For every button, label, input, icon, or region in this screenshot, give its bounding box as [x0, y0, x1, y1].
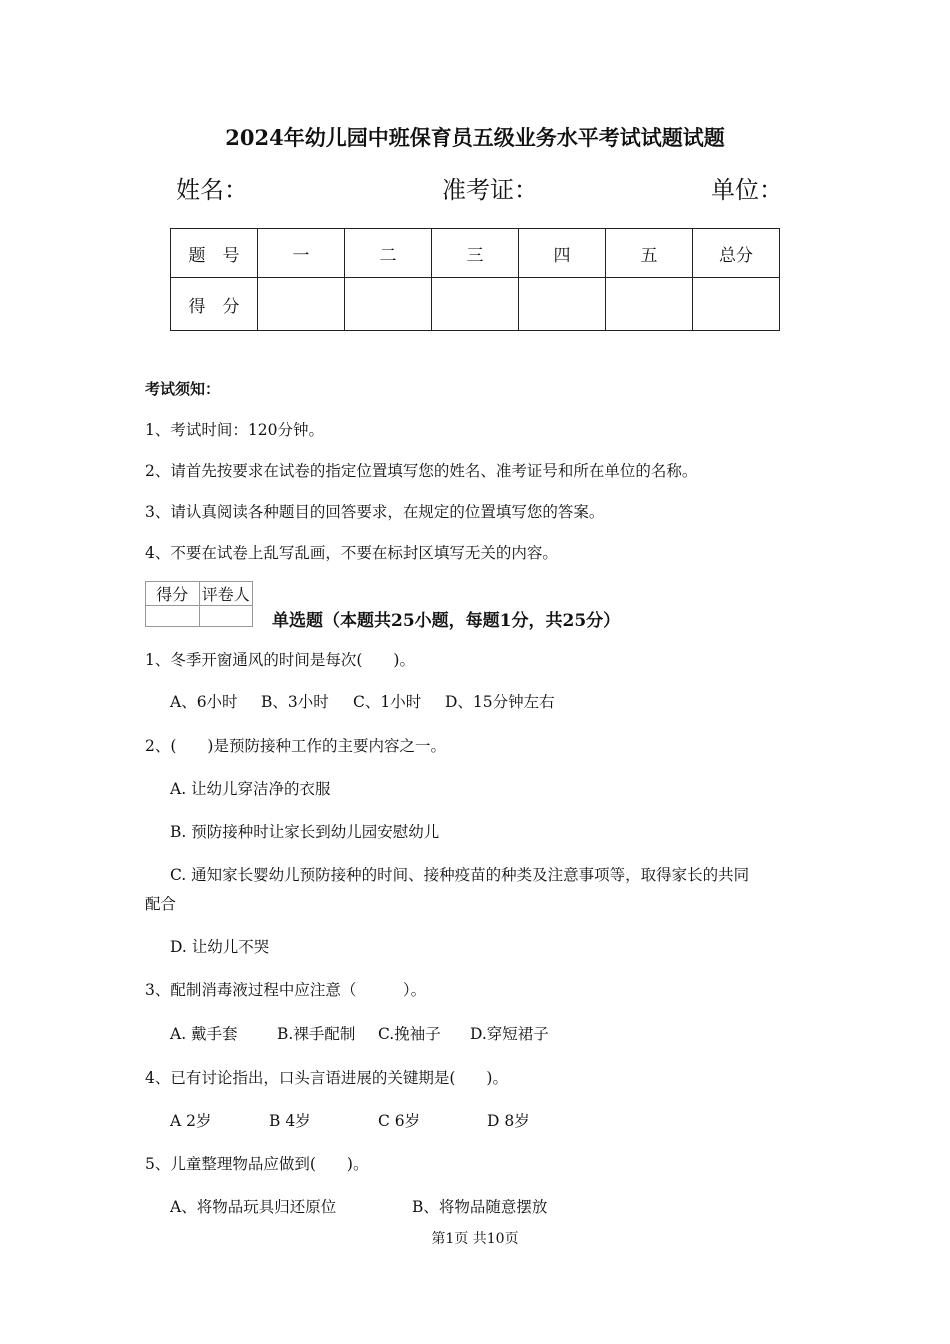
score-cell: [432, 278, 519, 331]
score-header-cell: 题 号: [171, 229, 258, 278]
name-field-label: 姓名：: [176, 176, 248, 204]
q2-option-d: D. 让幼儿不哭: [170, 938, 270, 956]
q4-option-a: A 2岁: [170, 1112, 212, 1130]
score-header-cell: 五: [606, 229, 693, 278]
q5-option-a: A、将物品玩具归还原位: [170, 1198, 337, 1216]
q1-option-a: A、6小时: [170, 693, 238, 711]
q2-option-a: A. 让幼儿穿洁净的衣服: [170, 780, 331, 798]
page-footer: 第1页 共10页: [431, 1231, 519, 1247]
q1-option-b: B、3小时: [261, 693, 329, 711]
score-header-cell: 总分: [693, 229, 780, 278]
q2-option-b: B. 预防接种时让家长到幼儿园安慰幼儿: [170, 823, 440, 841]
score-cell: [693, 278, 780, 331]
q3-option-d: D.穿短裙子: [470, 1025, 549, 1043]
note-item: 2、请首先按要求在试卷的指定位置填写您的姓名、准考证号和所在单位的名称。: [145, 462, 698, 480]
grader-score-label: 得分: [146, 582, 200, 606]
score-header-cell: 三: [432, 229, 519, 278]
q4-option-d: D 8岁: [487, 1112, 530, 1130]
q4-option-b: B 4岁: [269, 1112, 311, 1130]
score-cell: [258, 278, 345, 331]
grader-box: [145, 581, 253, 627]
grader-name-label: 评卷人: [199, 582, 253, 606]
q3-option-a: A. 戴手套: [170, 1025, 238, 1043]
q2-option-c-continued: 配合: [145, 895, 177, 913]
question-2: 2、( )是预防接种工作的主要内容之一。: [145, 737, 446, 755]
q1-option-d: D、15分钟左右: [445, 693, 555, 711]
q1-option-c: C、1小时: [353, 693, 422, 711]
question-5: 5、儿童整理物品应做到( )。: [145, 1155, 369, 1173]
score-table-header-row: [171, 229, 780, 278]
unit-field-label: 单位：: [711, 176, 783, 204]
question-3: 3、配制消毒液过程中应注意（ ）。: [145, 981, 427, 999]
score-header-cell: 二: [345, 229, 432, 278]
note-item: 4、不要在试卷上乱写乱画，不要在标封区填写无关的内容。: [145, 544, 558, 562]
notes-title: 考试须知：: [145, 380, 221, 398]
note-item: 1、考试时间：120分钟。: [145, 421, 324, 439]
grader-score-cell: [146, 606, 200, 627]
score-cell: [606, 278, 693, 331]
score-cell: [345, 278, 432, 331]
score-table: [170, 228, 780, 331]
page-title: 2024年幼儿园中班保育员五级业务水平考试试题试题: [225, 125, 725, 150]
score-row-label: 得 分: [171, 278, 258, 331]
q3-option-b: B.裸手配制: [277, 1025, 356, 1043]
grader-name-cell: [199, 606, 253, 627]
section-title: 单选题（本题共25小题，每题1分，共25分）: [272, 611, 621, 631]
q3-option-c: C.挽袖子: [378, 1025, 441, 1043]
question-1: 1、冬季开窗通风的时间是每次( )。: [145, 651, 415, 669]
q5-option-b: B、将物品随意摆放: [412, 1198, 548, 1216]
score-table-score-row: [171, 278, 780, 331]
q2-option-c: C. 通知家长婴幼儿预防接种的时间、接种疫苗的种类及注意事项等，取得家长的共同: [170, 866, 750, 884]
score-header-cell: 四: [519, 229, 606, 278]
q4-option-c: C 6岁: [378, 1112, 421, 1130]
score-header-cell: 一: [258, 229, 345, 278]
question-4: 4、已有讨论指出，口头言语进展的关键期是( )。: [145, 1069, 508, 1087]
score-cell: [519, 278, 606, 331]
exam-id-field-label: 准考证：: [442, 176, 538, 204]
note-item: 3、请认真阅读各种题目的回答要求，在规定的位置填写您的答案。: [145, 503, 605, 521]
